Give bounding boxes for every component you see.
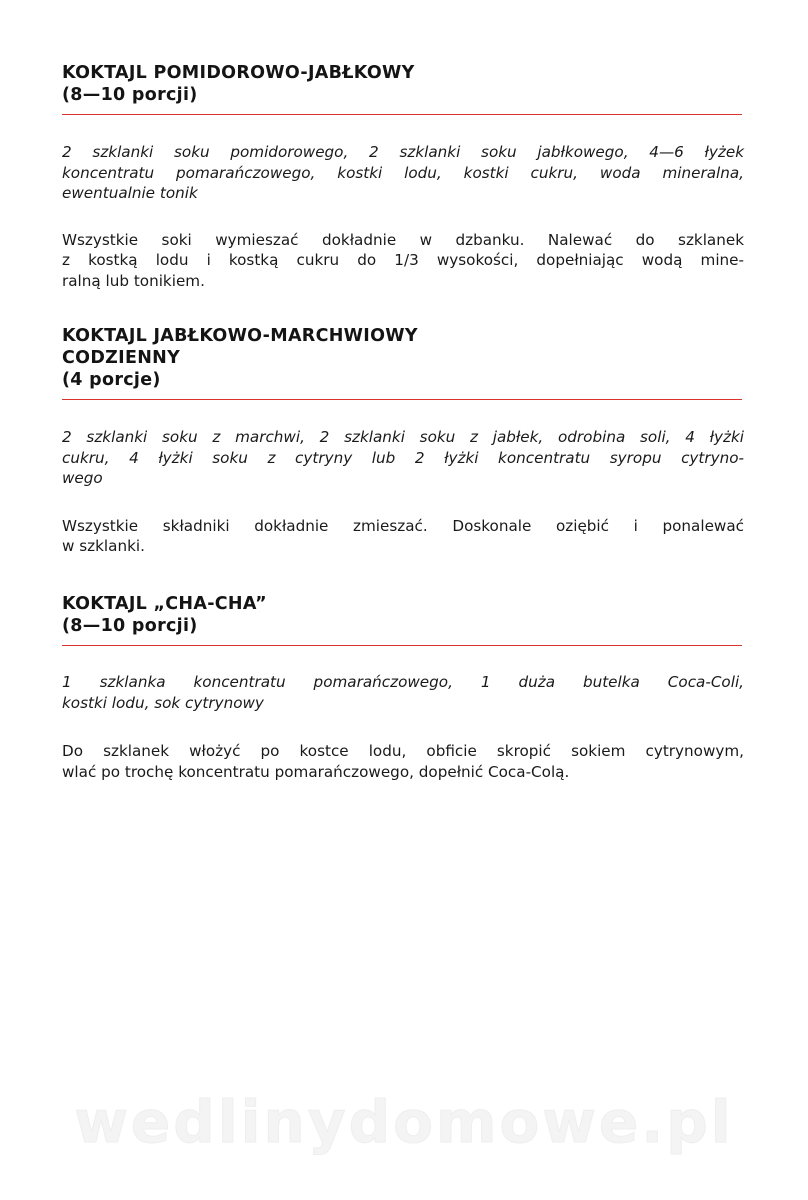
method-text [62, 516, 744, 557]
watermark: wedlinydomowe.pl [74, 1088, 734, 1156]
recipe-page [62, 0, 744, 1200]
method-line: Do szklanek włożyć po kostce lodu, obficie skropić sokiem cytrynowym, [62, 742, 744, 760]
method-line: wlać po trochę koncentratu pomarańczowego, dopełnić Coca-Colą. [62, 762, 570, 781]
recipe-servings: (8—10 porcji) [62, 616, 198, 636]
ingredients-text [62, 672, 744, 713]
ingredients-line: 2 szklanki soku pomidorowego, 2 szklanki soku jabłkowego, 4—6 łyżek [62, 143, 744, 161]
ingredients-line: kostki lodu, sok cytrynowy [62, 693, 264, 712]
recipe-title-line: CODZIENNY [62, 348, 181, 368]
recipe-servings: (8—10 porcji) [62, 85, 198, 105]
recipe-title [62, 593, 744, 637]
ingredients-line: 1 szklanka koncentratu pomarańczowego, 1 duża butelka Coca-Coli, [62, 673, 744, 691]
method-line: z kostką lodu i kostką cukru do 1/3 wysokości, dopełniając wodą mine- [62, 251, 744, 269]
ingredients-line: ewentualnie tonik [62, 184, 198, 202]
recipe-servings: (4 porcje) [62, 370, 161, 390]
recipe-title [62, 325, 744, 391]
ingredients-line: 2 szklanki soku z marchwi, 2 szklanki soku z jabłek, odrobina soli, 4 łyżki [62, 428, 744, 446]
recipe-apple-carrot [62, 325, 744, 557]
section-divider [62, 399, 742, 400]
section-divider [62, 114, 742, 115]
ingredients-line: cukru, 4 łyżki soku z cytryny lub 2 łyżki koncentratu syropu cytryno- [62, 448, 744, 467]
recipe-title-line: KOKTAJL POMIDOROWO-JABŁKOWY [62, 63, 415, 83]
method-text [62, 741, 744, 782]
ingredients-line: wego [62, 469, 103, 487]
section-divider [62, 645, 742, 646]
method-line: Wszystkie soki wymieszać dokładnie w dzbanku. Nalewać do szklanek [62, 230, 744, 249]
recipe-title-line: KOKTAJL „CHA-CHA” [62, 594, 267, 614]
recipe-title-line: KOKTAJL JABŁKOWO-MARCHWIOWY [62, 326, 418, 346]
ingredients-line: koncentratu pomarańczowego, kostki lodu, kostki cukru, woda mineralna, [62, 163, 744, 182]
recipe-tomato-apple [62, 62, 744, 291]
recipe-title [62, 62, 744, 106]
ingredients-text [62, 427, 744, 489]
method-line: ralną lub tonikiem. [62, 271, 205, 290]
method-line: Wszystkie składniki dokładnie zmieszać. Doskonale oziębić i ponalewać [62, 516, 744, 535]
method-line: w szklanki. [62, 537, 145, 555]
recipe-cha-cha [62, 593, 744, 782]
method-text [62, 230, 744, 292]
ingredients-text [62, 142, 744, 204]
